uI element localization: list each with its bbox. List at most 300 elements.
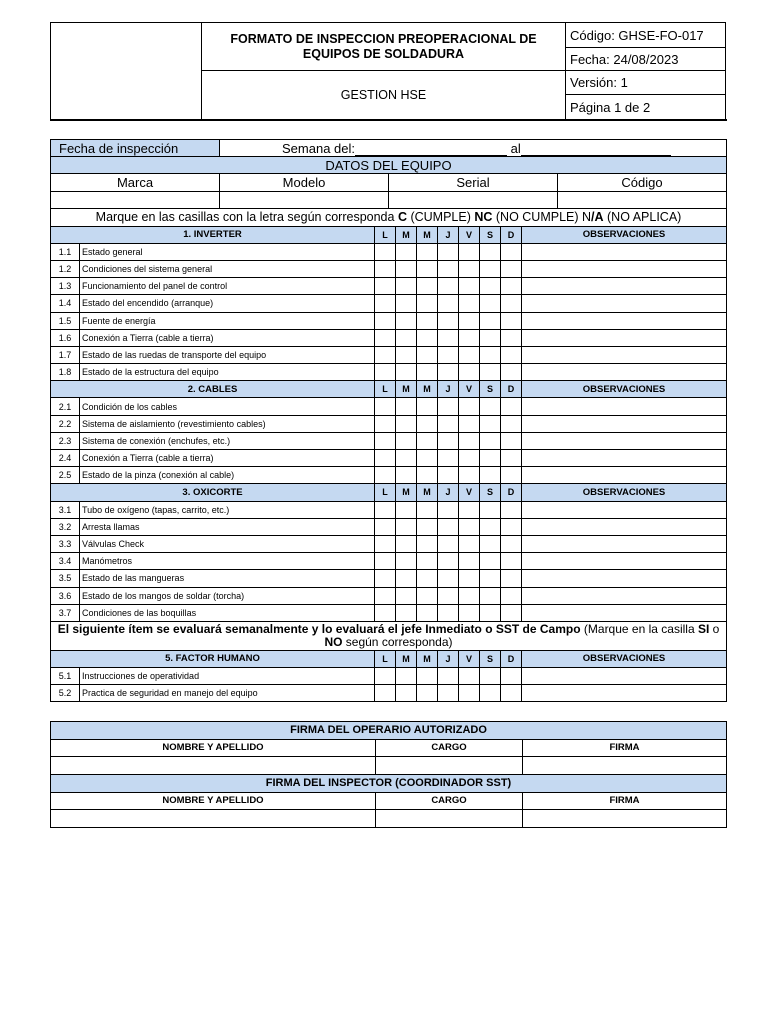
day-check-cell[interactable] [459,243,480,260]
observations-header: OBSERVACIONES [522,226,727,243]
day-check-cell[interactable] [417,570,438,587]
inspection-date-label: Fecha de inspección [51,140,220,157]
day-check-cell[interactable] [438,518,459,535]
day-header-0: L [375,226,396,243]
checklist-row [51,570,727,587]
day-check-cell[interactable] [438,604,459,621]
item-number: 5.2 [51,685,80,702]
day-check-cell[interactable] [375,364,396,381]
day-check-cell[interactable] [375,587,396,604]
day-check-cell[interactable] [396,295,417,312]
day-check-cell[interactable] [480,467,501,484]
day-header-2: M [417,650,438,667]
day-header-4: V [459,484,480,501]
day-check-cell[interactable] [396,243,417,260]
day-check-cell[interactable] [375,467,396,484]
observation-cell[interactable] [522,364,727,381]
day-check-cell[interactable] [417,553,438,570]
inspector-role-label: CARGO [376,792,523,810]
day-check-cell[interactable] [459,587,480,604]
day-check-cell[interactable] [417,501,438,518]
day-header-4: V [459,226,480,243]
day-check-cell[interactable] [438,398,459,415]
day-check-cell[interactable] [459,685,480,702]
document-subtitle: GESTION HSE [202,71,566,120]
day-check-cell[interactable] [459,398,480,415]
day-check-cell[interactable] [459,604,480,621]
day-check-cell[interactable] [375,450,396,467]
day-header-6: D [501,381,522,398]
day-check-cell[interactable] [396,398,417,415]
checklist-row [51,329,727,346]
day-check-cell[interactable] [501,685,522,702]
checklist-row [51,604,727,621]
day-check-cell[interactable] [438,364,459,381]
serial-header: Serial [389,174,558,191]
day-check-cell[interactable] [438,295,459,312]
day-header-3: J [438,650,459,667]
inspector-sign-input[interactable] [523,810,727,828]
day-header-2: M [417,381,438,398]
day-check-cell[interactable] [375,501,396,518]
day-check-cell[interactable] [501,450,522,467]
day-check-cell[interactable] [501,329,522,346]
day-check-cell[interactable] [480,260,501,277]
day-check-cell[interactable] [417,398,438,415]
day-check-cell[interactable] [438,243,459,260]
checklist-row [51,278,727,295]
day-check-cell[interactable] [438,587,459,604]
item-number: 1.6 [51,329,80,346]
day-check-cell[interactable] [417,243,438,260]
day-check-cell[interactable] [459,467,480,484]
checklist-row [51,518,727,535]
day-check-cell[interactable] [501,668,522,685]
day-check-cell[interactable] [417,685,438,702]
day-check-cell[interactable] [501,364,522,381]
day-check-cell[interactable] [480,587,501,604]
inspector-sign-label: FIRMA [523,792,727,810]
day-check-cell[interactable] [396,278,417,295]
observation-cell[interactable] [522,432,727,449]
day-check-cell[interactable] [459,295,480,312]
day-check-cell[interactable] [417,346,438,363]
checklist-row [51,415,727,432]
day-header-3: J [438,484,459,501]
section-header-row [51,484,727,501]
item-number: 5.1 [51,668,80,685]
day-check-cell[interactable] [375,346,396,363]
item-label: Estado general [80,243,375,260]
day-check-cell[interactable] [396,553,417,570]
item-number: 1.8 [51,364,80,381]
day-check-cell[interactable] [480,535,501,552]
day-check-cell[interactable] [480,346,501,363]
observation-cell[interactable] [522,467,727,484]
checklist-row [51,432,727,449]
day-check-cell[interactable] [417,450,438,467]
observation-cell[interactable] [522,535,727,552]
day-check-cell[interactable] [396,604,417,621]
inspection-week-field[interactable] [220,140,727,157]
day-header-1: M [396,226,417,243]
day-check-cell[interactable] [375,668,396,685]
observation-cell[interactable] [522,329,727,346]
day-check-cell[interactable] [501,518,522,535]
item-label: Tubo de oxígeno (tapas, carrito, etc.) [80,501,375,518]
day-check-cell[interactable] [459,535,480,552]
day-check-cell[interactable] [480,364,501,381]
day-check-cell[interactable] [438,415,459,432]
document-page: Página 1 de 2 [566,95,726,120]
day-check-cell[interactable] [438,278,459,295]
brand-input[interactable] [51,192,220,208]
observation-cell[interactable] [522,243,727,260]
day-check-cell[interactable] [501,278,522,295]
item-label: Estado de los mangos de soldar (torcha) [80,587,375,604]
day-check-cell[interactable] [480,604,501,621]
operator-signature-title: FIRMA DEL OPERARIO AUTORIZADO [51,722,727,740]
day-check-cell[interactable] [375,243,396,260]
day-check-cell[interactable] [438,553,459,570]
day-check-cell[interactable] [375,278,396,295]
day-check-cell[interactable] [501,415,522,432]
item-number: 3.6 [51,587,80,604]
day-check-cell[interactable] [396,364,417,381]
day-header-1: M [396,484,417,501]
observation-cell[interactable] [522,450,727,467]
day-check-cell[interactable] [375,295,396,312]
week-label: Semana del: [282,140,355,156]
section-1-title: 1. INVERTER [51,226,375,243]
day-check-cell[interactable] [438,668,459,685]
observations-header: OBSERVACIONES [522,381,727,398]
observation-cell[interactable] [522,570,727,587]
day-check-cell[interactable] [501,501,522,518]
checklist-row [51,243,727,260]
checklist-row [51,260,727,277]
day-check-cell[interactable] [480,501,501,518]
day-check-cell[interactable] [396,518,417,535]
section-header-row [51,650,727,667]
item-label: Practica de seguridad en manejo del equipo [80,685,375,702]
item-label: Sistema de aislamiento (revestimiento cables) [80,415,375,432]
day-header-2: M [417,484,438,501]
item-label: Fuente de energía [80,312,375,329]
observations-header: OBSERVACIONES [522,484,727,501]
day-check-cell[interactable] [459,553,480,570]
day-check-cell[interactable] [396,260,417,277]
day-check-cell[interactable] [480,668,501,685]
day-check-cell[interactable] [375,685,396,702]
day-check-cell[interactable] [417,518,438,535]
item-label: Estado del encendido (arranque) [80,295,375,312]
checklist-row [51,346,727,363]
day-check-cell[interactable] [501,312,522,329]
equipment-section-title: DATOS DEL EQUIPO [51,157,727,174]
day-check-cell[interactable] [396,432,417,449]
day-header-4: V [459,381,480,398]
day-check-cell[interactable] [480,278,501,295]
model-header: Modelo [220,174,389,191]
day-check-cell[interactable] [375,535,396,552]
day-check-cell[interactable] [396,535,417,552]
item-number: 3.5 [51,570,80,587]
document-date: Fecha: 24/08/2023 [566,48,726,71]
day-check-cell[interactable] [501,398,522,415]
day-check-cell[interactable] [501,295,522,312]
day-header-3: J [438,226,459,243]
observation-cell[interactable] [522,587,727,604]
observation-cell[interactable] [522,278,727,295]
day-check-cell[interactable] [396,450,417,467]
day-check-cell[interactable] [417,329,438,346]
day-check-cell[interactable] [501,570,522,587]
day-check-cell[interactable] [501,604,522,621]
day-check-cell[interactable] [375,604,396,621]
day-check-cell[interactable] [459,450,480,467]
item-number: 2.1 [51,398,80,415]
day-check-cell[interactable] [459,329,480,346]
item-label: Condiciones del sistema general [80,260,375,277]
item-number: 3.3 [51,535,80,552]
item-label: Instrucciones de operatividad [80,668,375,685]
day-check-cell[interactable] [480,312,501,329]
day-check-cell[interactable] [417,587,438,604]
observation-cell[interactable] [522,398,727,415]
checklist-row [51,553,727,570]
day-check-cell[interactable] [375,432,396,449]
day-check-cell[interactable] [417,312,438,329]
item-number: 3.4 [51,553,80,570]
day-check-cell[interactable] [459,570,480,587]
day-check-cell[interactable] [501,467,522,484]
day-check-cell[interactable] [501,260,522,277]
operator-role-label: CARGO [376,739,523,757]
day-check-cell[interactable] [438,535,459,552]
day-check-cell[interactable] [459,432,480,449]
day-header-6: D [501,650,522,667]
observation-cell[interactable] [522,685,727,702]
day-check-cell[interactable] [375,570,396,587]
day-header-5: S [480,381,501,398]
day-check-cell[interactable] [417,278,438,295]
item-label: Válvulas Check [80,535,375,552]
day-check-cell[interactable] [417,535,438,552]
inspector-signature-title: FIRMA DEL INSPECTOR (COORDINADOR SST) [51,775,727,793]
observation-cell[interactable] [522,518,727,535]
day-check-cell[interactable] [417,432,438,449]
day-check-cell[interactable] [480,450,501,467]
checklist-row [51,312,727,329]
day-check-cell[interactable] [501,553,522,570]
operator-name-input[interactable] [51,757,376,775]
day-check-cell[interactable] [375,329,396,346]
day-check-cell[interactable] [459,518,480,535]
weekly-evaluation-note-row [51,621,727,650]
day-check-cell[interactable] [417,415,438,432]
item-label: Funcionamiento del panel de control [80,278,375,295]
document-header [50,22,726,120]
day-check-cell[interactable] [417,295,438,312]
item-number: 3.1 [51,501,80,518]
item-label: Arresta llamas [80,518,375,535]
day-check-cell[interactable] [438,450,459,467]
inspection-form [50,139,727,702]
day-check-cell[interactable] [375,260,396,277]
day-header-2: M [417,226,438,243]
observation-cell[interactable] [522,501,727,518]
day-check-cell[interactable] [459,364,480,381]
checklist-row [51,501,727,518]
inspector-name-label: NOMBRE Y APELLIDO [51,792,376,810]
day-check-cell[interactable] [375,398,396,415]
day-check-cell[interactable] [396,329,417,346]
inspector-role-input[interactable] [376,810,523,828]
item-label: Estado de la estructura del equipo [80,364,375,381]
day-header-3: J [438,381,459,398]
observations-header: OBSERVACIONES [522,650,727,667]
day-check-cell[interactable] [459,668,480,685]
day-check-cell[interactable] [375,312,396,329]
document-code: Código: GHSE-FO-017 [566,23,726,48]
day-check-cell[interactable] [375,553,396,570]
observation-cell[interactable] [522,295,727,312]
item-number: 2.4 [51,450,80,467]
day-check-cell[interactable] [480,415,501,432]
day-check-cell[interactable] [501,535,522,552]
day-check-cell[interactable] [375,415,396,432]
item-number: 2.5 [51,467,80,484]
day-check-cell[interactable] [480,518,501,535]
day-header-5: S [480,484,501,501]
day-check-cell[interactable] [501,432,522,449]
day-header-0: L [375,650,396,667]
week-end-input[interactable] [521,143,671,156]
document-version: Versión: 1 [566,71,726,95]
day-check-cell[interactable] [480,553,501,570]
checklist-row [51,295,727,312]
section-header-row [51,381,727,398]
day-check-cell[interactable] [459,278,480,295]
day-check-cell[interactable] [438,570,459,587]
marking-instruction: Marque en las casillas con la letra según corresponda C (CUMPLE) NC (NO CUMPLE) N/A (NO APLICA) [51,209,727,226]
item-number: 2.3 [51,432,80,449]
operator-sign-label: FIRMA [523,739,727,757]
day-check-cell[interactable] [396,415,417,432]
day-check-cell[interactable] [396,312,417,329]
day-check-cell[interactable] [417,604,438,621]
equipment-values [51,192,727,209]
inspector-name-input[interactable] [51,810,376,828]
checklist-row [51,467,727,484]
day-check-cell[interactable] [480,243,501,260]
day-check-cell[interactable] [396,570,417,587]
day-check-cell[interactable] [459,260,480,277]
model-input[interactable] [220,192,389,208]
code-input[interactable] [558,192,726,208]
day-check-cell[interactable] [417,668,438,685]
observation-cell[interactable] [522,415,727,432]
day-check-cell[interactable] [438,312,459,329]
inspector-signature-table [50,774,727,828]
day-check-cell[interactable] [480,570,501,587]
section-header-row [51,226,727,243]
observation-cell[interactable] [522,260,727,277]
day-check-cell[interactable] [375,518,396,535]
item-number: 3.2 [51,518,80,535]
observation-cell[interactable] [522,312,727,329]
day-header-0: L [375,381,396,398]
day-check-cell[interactable] [417,260,438,277]
day-check-cell[interactable] [438,346,459,363]
day-check-cell[interactable] [438,329,459,346]
weekly-evaluation-note: El siguiente ítem se evaluará semanalmente y lo evaluará el jefe Inmediato o SST de Campo (Marque en la casilla SI o NO según corresponda) [51,621,727,650]
section-5-title: 5. FACTOR HUMANO [51,650,375,667]
item-number: 1.3 [51,278,80,295]
operator-role-input[interactable] [376,757,523,775]
item-number: 2.2 [51,415,80,432]
day-check-cell[interactable] [396,685,417,702]
day-check-cell[interactable] [480,685,501,702]
checklist-row [51,364,727,381]
item-number: 1.4 [51,295,80,312]
operator-sign-input[interactable] [523,757,727,775]
observation-cell[interactable] [522,553,727,570]
day-check-cell[interactable] [480,295,501,312]
day-check-cell[interactable] [396,587,417,604]
day-check-cell[interactable] [501,587,522,604]
logo-area [51,23,202,120]
day-check-cell[interactable] [396,501,417,518]
item-number: 1.7 [51,346,80,363]
operator-signature-table [50,721,727,775]
day-check-cell[interactable] [480,329,501,346]
checklist-row [51,587,727,604]
document-title: FORMATO DE INSPECCION PREOPERACIONAL DE EQUIPOS DE SOLDADURA [202,23,566,71]
serial-input[interactable] [389,192,558,208]
day-check-cell[interactable] [459,415,480,432]
week-start-input[interactable] [355,143,507,156]
day-check-cell[interactable] [438,685,459,702]
day-check-cell[interactable] [501,346,522,363]
item-number: 1.5 [51,312,80,329]
day-check-cell[interactable] [501,243,522,260]
checklist-row [51,398,727,415]
observation-cell[interactable] [522,668,727,685]
day-check-cell[interactable] [438,501,459,518]
day-check-cell[interactable] [480,398,501,415]
observation-cell[interactable] [522,346,727,363]
day-check-cell[interactable] [459,346,480,363]
section-3-title: 3. OXICORTE [51,484,375,501]
item-label: Conexión a Tierra (cable a tierra) [80,329,375,346]
day-check-cell[interactable] [438,432,459,449]
checklist-row [51,535,727,552]
day-check-cell[interactable] [396,668,417,685]
observation-cell[interactable] [522,604,727,621]
day-check-cell[interactable] [480,432,501,449]
section-2-title: 2. CABLES [51,381,375,398]
day-check-cell[interactable] [459,501,480,518]
day-check-cell[interactable] [459,312,480,329]
day-check-cell[interactable] [396,346,417,363]
day-check-cell[interactable] [396,467,417,484]
day-check-cell[interactable] [438,467,459,484]
day-check-cell[interactable] [438,260,459,277]
day-check-cell[interactable] [417,364,438,381]
day-check-cell[interactable] [417,467,438,484]
